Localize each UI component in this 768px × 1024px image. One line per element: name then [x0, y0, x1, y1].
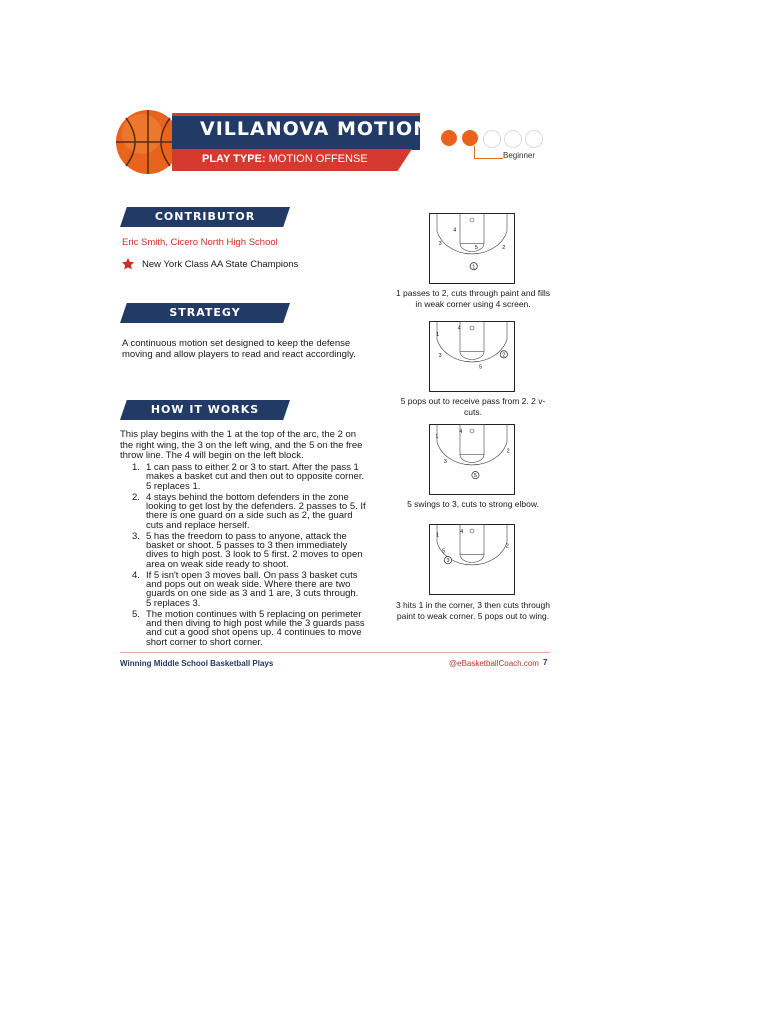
step-number: 5.	[132, 608, 140, 620]
court-outline	[430, 425, 515, 495]
diagram-caption-3: 5 swings to 3, cuts to strong elbow.	[407, 499, 539, 509]
step-text: The motion continues with 5 replacing on perimeter and then diving to high post while the 3 guards pass and cut a good shot opens up. 4 continues to move short corner to short corner.	[146, 608, 365, 648]
court-outline	[430, 525, 515, 595]
step-number: 4.	[132, 569, 140, 581]
play-diagram-3	[429, 424, 515, 495]
play-diagram-2	[429, 321, 515, 392]
step-item	[120, 571, 366, 608]
play-type	[202, 153, 368, 165]
player-label: 2	[506, 448, 510, 455]
difficulty-label: Beginner	[503, 151, 536, 160]
steps-list	[120, 463, 366, 649]
play-diagram-4	[429, 524, 515, 595]
player-label: 5	[474, 245, 478, 252]
rating-dot-empty	[525, 130, 543, 148]
step-item	[120, 493, 366, 530]
player-label: 1	[435, 434, 439, 441]
player-label: 3	[438, 240, 442, 247]
player-label: 3	[443, 458, 447, 465]
step-text: 5 has the freedom to pass to anyone, attack the basket or shoot. 5 passes to 3 then immediately dives to high post. 3 look to 5 first. 2 moves to open area on weak side ready to shoot.	[146, 530, 363, 570]
page-number: 7	[543, 658, 548, 667]
rating-dot-empty	[504, 130, 522, 148]
footer-book-title: Winning Middle School Basketball Plays	[120, 659, 274, 668]
player-label: 1	[436, 532, 440, 539]
player-label: 5	[473, 473, 477, 480]
step-number: 3.	[132, 530, 140, 542]
play-type-label: PLAY TYPE:	[202, 153, 266, 165]
player-label: 2	[505, 543, 509, 550]
player-label: 2	[502, 352, 506, 359]
diagram-caption-1: 1 passes to 2, cuts through paint and fills in weak corner using 4 screen.	[395, 288, 551, 309]
step-text: 1 can pass to either 2 or 3 to start. After the pass 1 makes a basket cut and then out to opposite corner. 5 replaces 1.	[146, 462, 365, 492]
strategy-text: A continuous motion set designed to keep the defense moving and allow players to read and react accordingly.	[122, 338, 356, 360]
diagram-caption-2: 5 pops out to receive pass from 2. 2 v-cuts.	[400, 396, 546, 417]
player-label: 2	[502, 245, 506, 252]
step-number: 1.	[132, 462, 140, 473]
play-diagram-1	[429, 213, 515, 284]
step-text: If 5 isn't open 3 moves ball. On pass 3 basket cuts and pops out on weak side. Where there are two guards on one side as 3 and 1 are, 3 cuts through. 5 replaces 3.	[146, 569, 359, 609]
player-label: 4	[453, 227, 457, 234]
step-number: 2.	[132, 491, 140, 503]
step-item	[120, 463, 366, 491]
step-item	[120, 532, 366, 569]
step-text: 4 stays behind the bottom defenders in the zone looking to get lost by the defenders. 2 passes to 5. If there is one guard on a side such as 2, the guard cuts and replace herself.	[146, 491, 366, 531]
player-label: 3	[446, 558, 450, 565]
strategy-heading: STRATEGY	[169, 306, 241, 319]
how-it-works-intro: This play begins with the 1 at the top of the arc, the 2 on the right wing, the 3 on the left wing, and the 5 on the free throw line. The 4 will begin on the left block.	[120, 429, 363, 461]
diagram-caption-4: 3 hits 1 in the corner, 3 then cuts through paint to weak corner. 5 pops out to wing.	[395, 600, 551, 621]
player-label: 3	[438, 353, 442, 360]
rating-dot-filled	[462, 130, 478, 146]
page-title: VILLANOVA MOTION	[200, 118, 431, 140]
contributor-name: Eric Smith, Cicero North High School	[122, 237, 278, 248]
how-it-works-heading: HOW IT WORKS	[150, 403, 260, 416]
player-label: 4	[459, 429, 463, 436]
play-type-value: MOTION OFFENSE	[268, 153, 368, 165]
player-label: 4	[460, 529, 464, 536]
rating-dot-filled	[441, 130, 457, 146]
step-item	[120, 610, 366, 647]
achievement-text: New York Class AA State Champions	[142, 259, 299, 270]
footer-divider	[120, 652, 550, 653]
level-connector	[474, 146, 503, 159]
player-label: 1	[472, 264, 476, 271]
footer-website: @eBasketballCoach.com	[449, 659, 539, 668]
star-icon	[121, 257, 135, 271]
player-label: 5	[479, 364, 483, 371]
player-label: 4	[457, 325, 461, 332]
player-label: 1	[436, 331, 440, 338]
player-label: 5	[442, 548, 446, 555]
contributor-heading: CONTRIBUTOR	[154, 210, 256, 223]
